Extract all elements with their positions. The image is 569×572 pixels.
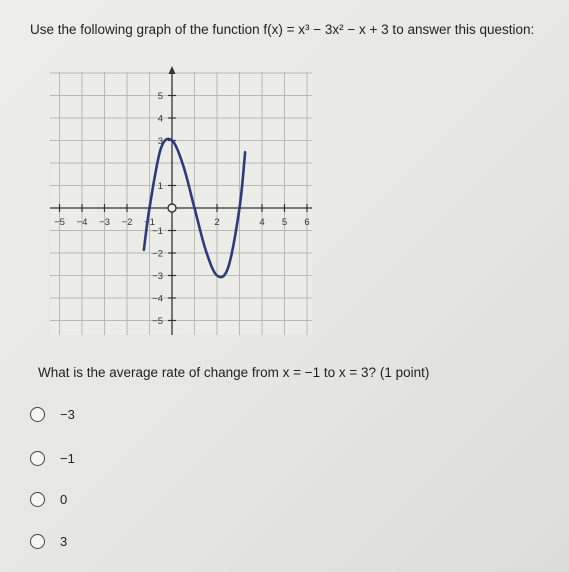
origin-marker: [168, 204, 176, 212]
y-tick-label: −5: [152, 316, 163, 327]
x-tick-label: 2: [214, 217, 220, 228]
grid-background: [50, 72, 312, 335]
question-text: What is the average rate of change from x = −1 to x = 3? (1 point): [38, 365, 430, 380]
radio-button[interactable]: [30, 407, 45, 422]
y-tick-label: −1: [152, 226, 163, 237]
option-label: 0: [60, 492, 68, 507]
option-label: 3: [60, 534, 68, 549]
x-tick-label: 4: [259, 217, 265, 228]
y-tick-label: 3: [157, 136, 163, 147]
option-d[interactable]: [30, 534, 67, 549]
option-c[interactable]: [30, 492, 67, 507]
x-tick-label: −2: [121, 217, 133, 228]
y-tick-label: −3: [152, 271, 163, 282]
graph-grid: [50, 72, 312, 335]
x-tick-label: −5: [54, 217, 65, 228]
y-tick-label: 1: [157, 181, 163, 192]
question-prompt: Use the following graph of the function f(x) = x³ − 3x² − x + 3 to answer this question:: [30, 22, 535, 37]
option-a[interactable]: [30, 407, 75, 422]
option-b[interactable]: [30, 451, 75, 466]
radio-button[interactable]: [30, 451, 45, 466]
y-axis-arrow: [169, 66, 176, 74]
y-tick-label: 4: [157, 113, 163, 125]
y-tick-label: −2: [152, 248, 163, 260]
y-tick-label: −4: [152, 293, 163, 305]
option-label: −3: [60, 407, 75, 422]
option-label: −1: [60, 451, 75, 466]
y-tick-label: 5: [157, 91, 163, 102]
x-tick-label: −3: [99, 217, 110, 228]
radio-button[interactable]: [30, 534, 45, 549]
radio-button[interactable]: [30, 492, 45, 507]
x-tick-label: 5: [281, 217, 288, 228]
x-tick-label: −4: [76, 217, 88, 228]
x-tick-label: −1: [144, 217, 155, 228]
x-tick-label: 6: [304, 217, 310, 228]
